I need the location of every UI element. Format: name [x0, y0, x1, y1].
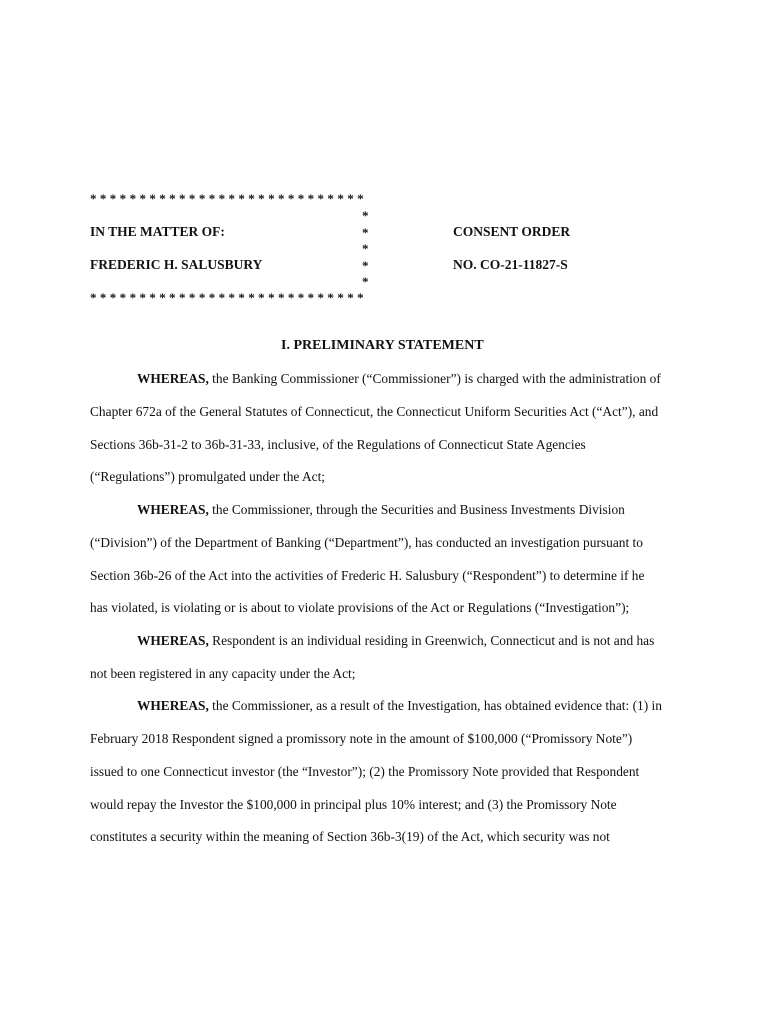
- paragraph-text: Respondent is an individual residing in Greenwich, Connecticut and is not and has: [208, 633, 655, 648]
- caption-top-border: ****************************: [90, 191, 367, 206]
- paragraph-1-line-4: (“Regulations”) promulgated under the Act;: [90, 469, 326, 484]
- caption-star-2: *: [362, 225, 369, 240]
- paragraph-1-line-2: Chapter 672a of the General Statutes of Connecticut, the Connecticut Uniform Securities Act (“Act”), and: [90, 404, 659, 419]
- paragraph-1-line-1: [137, 372, 661, 385]
- whereas-label: WHEREAS,: [137, 502, 209, 517]
- whereas-label: WHEREAS,: [137, 371, 209, 386]
- paragraph-2-line-2: (“Division”) of the Department of Banking (“Department”), has conducted an investigation pursuant to: [90, 535, 643, 550]
- whereas-label: WHEREAS,: [137, 698, 209, 713]
- order-number: NO. CO-21-11827-S: [453, 257, 568, 272]
- caption-star-5: *: [362, 274, 369, 289]
- paragraph-text: the Commissioner, as a result of the Investigation, has obtained evidence that: (1) in: [208, 698, 662, 713]
- paragraph-2-line-1: [137, 503, 625, 516]
- caption-star-3: *: [362, 241, 369, 256]
- whereas-label: WHEREAS,: [137, 633, 209, 648]
- section-heading: I. PRELIMINARY STATEMENT: [281, 338, 484, 353]
- caption-star-4: *: [362, 258, 369, 273]
- paragraph-2-line-3: Section 36b-26 of the Act into the activities of Frederic H. Salusbury (“Respondent”) to determine if he: [90, 568, 645, 583]
- paragraph-2-line-4: has violated, is violating or is about to violate provisions of the Act or Regulations (“Investigation”);: [90, 600, 630, 615]
- paragraph-4-line-3: issued to one Connecticut investor (the “Investor”); (2) the Promissory Note provided that Respondent: [90, 764, 640, 779]
- respondent-name: FREDERIC H. SALUSBURY: [90, 257, 263, 272]
- paragraph-4-line-5: constitutes a security within the meaning of Section 36b-3(19) of the Act, which security was not: [90, 829, 610, 844]
- paragraph-text: the Commissioner, through the Securities and Business Investments Division: [208, 502, 625, 517]
- paragraph-3-line-2: not been registered in any capacity under the Act;: [90, 666, 356, 681]
- paragraph-3-line-1: [137, 634, 654, 647]
- paragraph-4-line-1: [137, 699, 662, 712]
- paragraph-1-line-3: Sections 36b-31-2 to 36b-31-33, inclusive, of the Regulations of Connecticut State Agencies: [90, 437, 586, 452]
- paragraph-text: the Banking Commissioner (“Commissioner”) is charged with the administration of: [208, 371, 661, 386]
- paragraph-4-line-4: would repay the Investor the $100,000 in principal plus 10% interest; and (3) the Promissory Note: [90, 797, 617, 812]
- caption-bottom-border: ****************************: [90, 290, 367, 305]
- caption-star-1: *: [362, 208, 369, 223]
- order-title: CONSENT ORDER: [453, 224, 571, 239]
- paragraph-4-line-2: February 2018 Respondent signed a promissory note in the amount of $100,000 (“Promissory Note”): [90, 731, 633, 746]
- matter-label: IN THE MATTER OF:: [90, 224, 225, 239]
